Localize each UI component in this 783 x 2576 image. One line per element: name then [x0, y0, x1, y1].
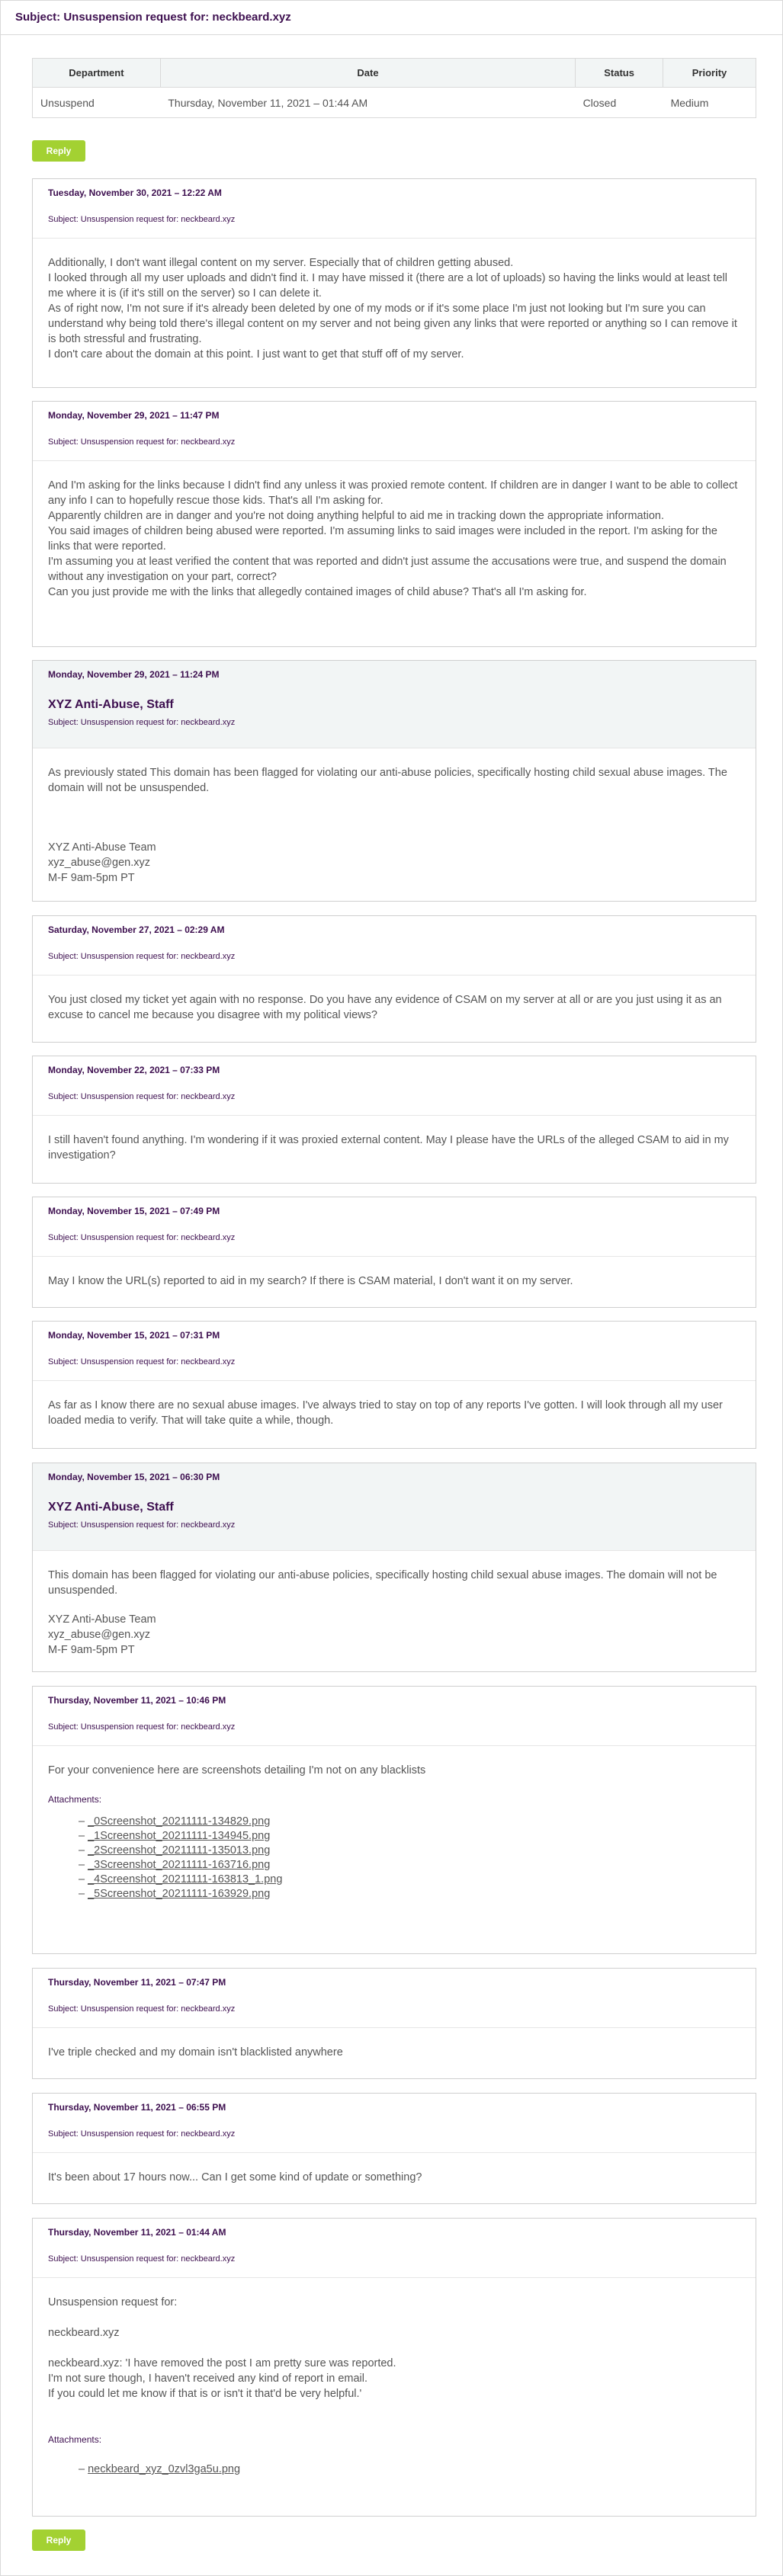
message-body — [33, 2153, 756, 2185]
message-line: neckbeard.xyz — [48, 2327, 120, 2339]
signature-line: XYZ Anti-Abuse Team — [48, 1613, 156, 1626]
attachment-link[interactable]: _0Screenshot_20211111-134829.png — [88, 1815, 271, 1828]
date-value: Thursday, November 11, 2021 – 01:44 AM — [160, 88, 575, 118]
message-header — [33, 1056, 756, 1116]
attachment-link[interactable]: _4Screenshot_20211111-163813_1.png — [88, 1873, 283, 1886]
message-subject: Subject: Unsuspension request for: neckbeard.xyz — [48, 2254, 236, 2264]
attachment-link[interactable]: _5Screenshot_20211111-163929.png — [88, 1888, 271, 1900]
message-subject: Subject: Unsuspension request for: neckbeard.xyz — [48, 1233, 236, 1242]
message-date: Tuesday, November 30, 2021 – 12:22 AM — [48, 187, 222, 198]
staff-message-card — [32, 660, 756, 902]
header-date: Date — [160, 59, 575, 88]
message-line: And I'm asking for the links because I didn't find any unless it was proxied remote content. If children are in danger I want to be able to collect any info I can to hopefully rescue those kids. That's all I'm asking for. — [48, 479, 738, 507]
priority-value: Medium — [663, 88, 756, 118]
attachment-item: – _2Screenshot_20211111-135013.png — [79, 1844, 271, 1857]
message-header — [33, 1969, 756, 2028]
message-card — [32, 1686, 756, 1954]
message-card — [32, 1197, 756, 1308]
message-header — [33, 179, 756, 239]
attachment-link[interactable]: neckbeard_xyz_0zvl3ga5u.png — [88, 2463, 241, 2475]
message-line: Apparently children are in danger and you're not doing anything helpful to aid me in tracking down the appropriate information. — [48, 510, 665, 522]
message-card — [32, 401, 756, 647]
table-header-row — [33, 59, 756, 88]
message-line: I'm assuming you at least verified the content that was reported and didn't just assume the accusations were true, and suspend the domain without any investigation on your part, correct? — [48, 556, 727, 583]
message-date: Monday, November 29, 2021 – 11:24 PM — [48, 669, 220, 680]
staff-message-card — [32, 1463, 756, 1672]
message-date: Thursday, November 11, 2021 – 10:46 PM — [48, 1695, 226, 1706]
message-body — [33, 1381, 756, 1428]
message-line: Additionally, I don't want illegal content on my server. Especially that of children getting abused. — [48, 257, 514, 269]
message-date: Monday, November 15, 2021 – 07:49 PM — [48, 1206, 220, 1216]
message-body — [33, 976, 756, 1023]
attachment-link[interactable]: _1Screenshot_20211111-134945.png — [88, 1830, 271, 1842]
message-line: I'm not sure though, I haven't received any kind of report in email. — [48, 2373, 368, 2385]
message-line: As far as I know there are no sexual abuse images. I've always tried to stay on top of any reports I've gotten. I will look through all my user loaded media to verify. That will take quite a while, though. — [48, 1399, 723, 1427]
message-line: It's been about 17 hours now... Can I get some kind of update or something? — [48, 2171, 422, 2184]
message-date: Thursday, November 11, 2021 – 01:44 AM — [48, 2227, 226, 2238]
message-line: I've triple checked and my domain isn't blacklisted anywhere — [48, 2046, 343, 2059]
attachments-list — [48, 2462, 740, 2477]
attachment-item: – _5Screenshot_20211111-163929.png — [79, 1888, 271, 1900]
message-line: For your convenience here are screenshots detailing I'm not on any blacklists — [48, 1764, 426, 1777]
message-line: As previously stated This domain has been flagged for violating our anti-abuse policies, specifically hosting child sexual abuse images. The domain will not be unsuspended. — [48, 767, 727, 794]
message-date: Monday, November 22, 2021 – 07:33 PM — [48, 1065, 220, 1075]
message-card — [32, 915, 756, 1043]
message-card — [32, 2093, 756, 2204]
message-body — [33, 2028, 756, 2060]
message-subject: Subject: Unsuspension request for: neckbeard.xyz — [48, 437, 236, 447]
message-subject: Subject: Unsuspension request for: neckbeard.xyz — [48, 1520, 236, 1530]
header-department: Department — [33, 59, 161, 88]
message-line: I looked through all my user uploads and didn't find it. I may have missed it (there are a lot of uploads) so having the links would at least tell me where it is (if it's still on the server) so I can delete it. — [48, 272, 727, 300]
attachments-label: Attachments: — [48, 1794, 102, 1805]
message-line: I still haven't found anything. I'm wondering if it was proxied external content. May I please have the URLs of the alleged CSAM to aid in my investigation? — [48, 1134, 729, 1161]
reply-button-bottom[interactable]: Reply — [32, 2530, 85, 2551]
message-card — [32, 1321, 756, 1449]
message-line: This domain has been flagged for violating our anti-abuse policies, specifically hosting child sexual abuse images. The domain will not be unsuspended. — [48, 1569, 717, 1597]
message-header — [33, 916, 756, 976]
department-value: Unsuspend — [33, 88, 161, 118]
message-line: As of right now, I'm not sure if it's already been deleted by one of my mods or if it's some place I'm just not looking but I'm sure you can understand why being told there's illegal content on my server and not being given any links that were reported or anything so I can remove it is both stressful and frustrating. — [48, 303, 737, 345]
message-line: Can you just provide me with the links that allegedly contained images of child abuse? That's all I'm asking for. — [48, 586, 587, 598]
attachment-item: – _4Screenshot_20211111-163813_1.png — [79, 1873, 283, 1886]
reply-button-top[interactable]: Reply — [32, 140, 85, 162]
message-date: Saturday, November 27, 2021 – 02:29 AM — [48, 924, 225, 935]
message-subject: Subject: Unsuspension request for: neckbeard.xyz — [48, 2004, 236, 2014]
attachment-link[interactable]: _2Screenshot_20211111-135013.png — [88, 1844, 271, 1857]
message-body — [33, 461, 756, 600]
message-body — [33, 1257, 756, 1289]
ticket-content — [32, 58, 756, 2546]
message-header — [33, 402, 756, 461]
message-body — [33, 1746, 756, 1902]
status-value: Closed — [576, 88, 663, 118]
attachments-label: Attachments: — [48, 2434, 102, 2445]
message-line: I don't care about the domain at this point. I just want to get that stuff off of my server. — [48, 348, 464, 360]
message-date: Monday, November 29, 2021 – 11:47 PM — [48, 410, 220, 421]
message-body — [33, 239, 756, 362]
message-date: Thursday, November 11, 2021 – 07:47 PM — [48, 1977, 226, 1988]
message-body — [33, 1551, 756, 1658]
message-card — [32, 1968, 756, 2079]
message-header — [33, 1687, 756, 1746]
staff-name: XYZ Anti-Abuse, Staff — [48, 1501, 174, 1514]
message-line: Unsuspension request for: — [48, 2296, 178, 2308]
message-header — [33, 661, 756, 748]
message-line: You said images of children being abused were reported. I'm assuming links to said images were included in the report. I'm asking for the links that were reported. — [48, 525, 717, 553]
message-subject: Subject: Unsuspension request for: neckbeard.xyz — [48, 215, 236, 224]
message-card — [32, 1056, 756, 1184]
attachments-list — [48, 1815, 740, 1902]
signature-line: XYZ Anti-Abuse Team — [48, 841, 156, 854]
message-header — [33, 1197, 756, 1257]
header-status: Status — [576, 59, 663, 88]
message-subject: Subject: Unsuspension request for: neckbeard.xyz — [48, 2129, 236, 2139]
message-subject: Subject: Unsuspension request for: neckbeard.xyz — [48, 718, 236, 727]
signature-line: M-F 9am-5pm PT — [48, 872, 135, 884]
attachment-item: – neckbeard_xyz_0zvl3ga5u.png — [79, 2463, 241, 2475]
message-body — [33, 2278, 756, 2477]
message-subject: Subject: Unsuspension request for: neckbeard.xyz — [48, 1092, 236, 1101]
message-line: May I know the URL(s) reported to aid in my search? If there is CSAM material, I don't want it on my server. — [48, 1275, 573, 1287]
message-date: Monday, November 15, 2021 – 07:31 PM — [48, 1330, 220, 1341]
message-header — [33, 1322, 756, 1381]
page-title: Subject: Unsuspension request for: neckbeard.xyz — [0, 0, 783, 35]
message-header — [33, 2219, 756, 2278]
message-header — [33, 2094, 756, 2153]
message-subject: Subject: Unsuspension request for: neckbeard.xyz — [48, 1357, 236, 1366]
ticket-info-table — [32, 58, 756, 118]
message-body — [33, 748, 756, 886]
signature-line: xyz_abuse@gen.xyz — [48, 1629, 151, 1641]
attachment-item: – _1Screenshot_20211111-134945.png — [79, 1830, 271, 1842]
attachment-link[interactable]: _3Screenshot_20211111-163716.png — [88, 1859, 271, 1871]
message-card — [32, 2218, 756, 2517]
attachment-item: – _3Screenshot_20211111-163716.png — [79, 1859, 271, 1871]
table-row — [33, 88, 756, 118]
message-subject: Subject: Unsuspension request for: neckbeard.xyz — [48, 952, 236, 961]
message-date: Monday, November 15, 2021 – 06:30 PM — [48, 1472, 220, 1482]
message-body — [33, 1116, 756, 1163]
signature-line: xyz_abuse@gen.xyz — [48, 857, 151, 869]
message-header — [33, 1463, 756, 1551]
message-line: neckbeard.xyz: 'I have removed the post I am pretty sure was reported. — [48, 2357, 396, 2369]
header-priority: Priority — [663, 59, 756, 88]
signature-line: M-F 9am-5pm PT — [48, 1644, 135, 1656]
staff-name: XYZ Anti-Abuse, Staff — [48, 698, 174, 711]
attachment-item: – _0Screenshot_20211111-134829.png — [79, 1815, 271, 1828]
message-line: You just closed my ticket yet again with no response. Do you have any evidence of CSAM on my server at all or are you just using it as an excuse to cancel me because you disagree with my political views? — [48, 994, 722, 1021]
message-card — [32, 178, 756, 388]
message-date: Thursday, November 11, 2021 – 06:55 PM — [48, 2102, 226, 2113]
message-line: If you could let me know if that is or isn't it that'd be very helpful.' — [48, 2388, 362, 2400]
message-subject: Subject: Unsuspension request for: neckbeard.xyz — [48, 1722, 236, 1732]
